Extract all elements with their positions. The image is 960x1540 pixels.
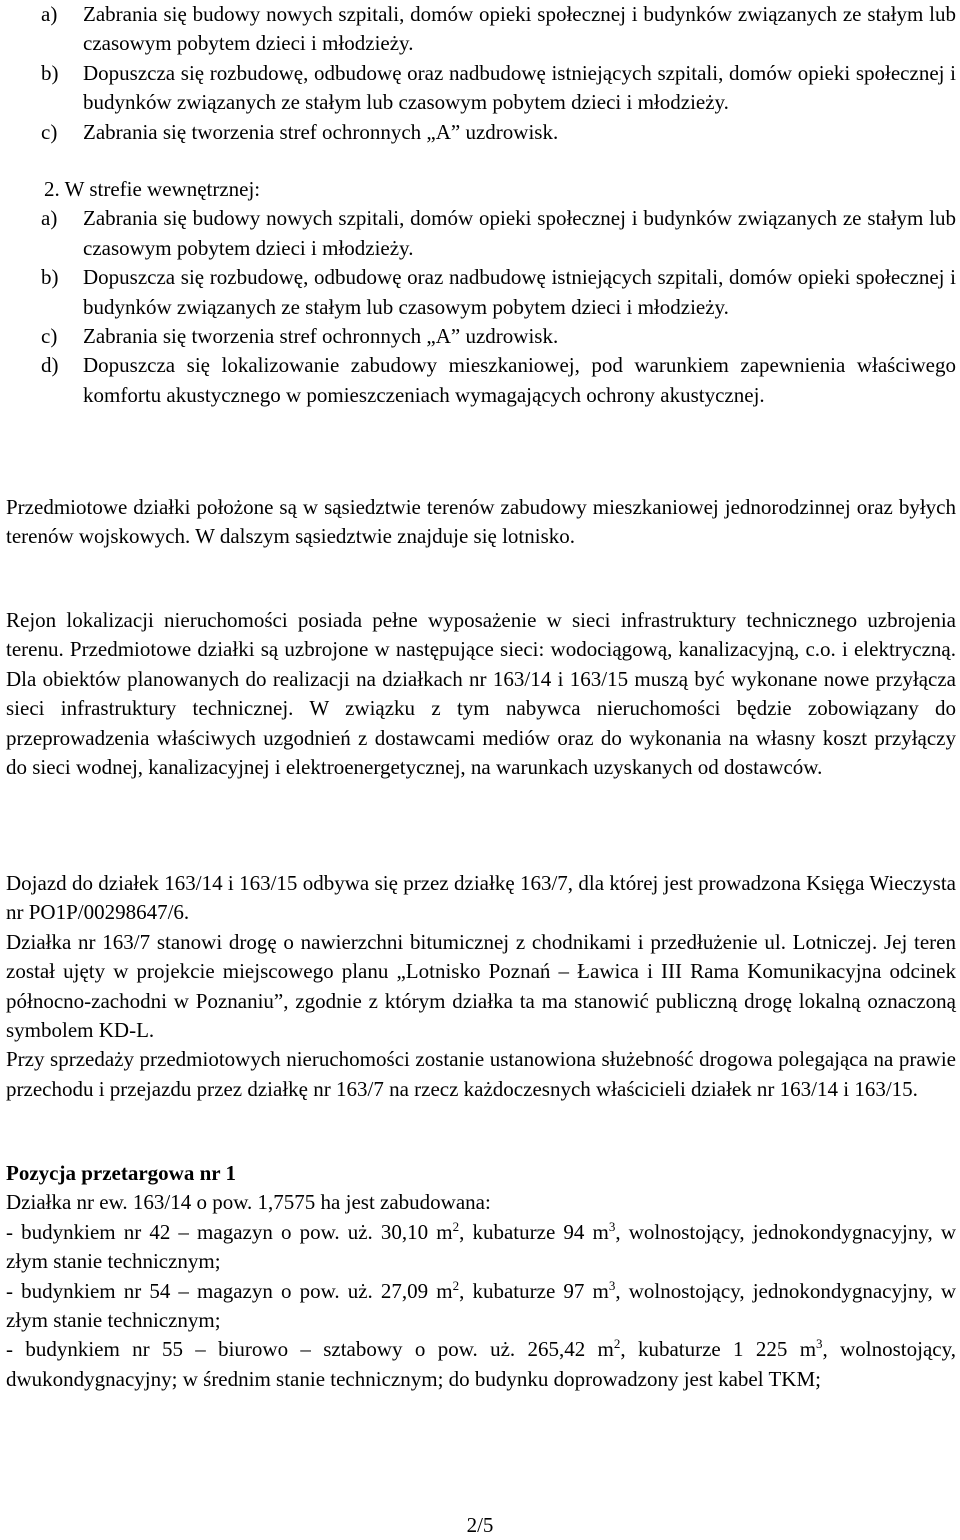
zone-outer-list bbox=[6, 0, 956, 147]
list-item bbox=[6, 263, 956, 322]
area-unit-sup: 2 bbox=[452, 1218, 460, 1234]
section-number: 2. bbox=[44, 177, 60, 201]
item-text: Zabrania się budowy nowych szpitali, domów opieki społecznej i budynków związanych ze stałym lub czasowym pobytem dzieci i młodzieży. bbox=[83, 206, 956, 260]
item-text: Zabrania się budowy nowych szpitali, domów opieki społecznej i budynków związanych ze stałym lub czasowym pobytem dzieci i młodzieży. bbox=[83, 2, 956, 56]
access-section bbox=[6, 869, 956, 1104]
building-post: , wolnostojący, jednokondygnacyjny, w złym stanie technicznym; bbox=[6, 1278, 956, 1333]
building-mid: , kubaturze 94 m bbox=[459, 1219, 609, 1244]
neighbourhood-paragraph: Przedmiotowe działki położone są w sąsiedztwie terenów zabudowy mieszkaniowej jednorodzinnej oraz byłych terenów wojskowych. W dalszym sąsiedztwie znajduje się lotnisko. bbox=[6, 495, 956, 549]
access-paragraph-2: Działka nr 163/7 stanowi drogę o nawierzchni bitumicznej z chodnikami i przedłużenie ul. Lotniczej. Jej teren został ujęty w projekcie miejscowego planu „Lotnisko Poznań – Ławica i III Rama Komunikacyjna odcinek północno-zachodni w Poznaniu”, zgodnie z którym działka ta ma stanowić publiczną drogę lokalną oznaczoną symbolem KD-L. bbox=[6, 929, 956, 1043]
area-unit-sup: 2 bbox=[452, 1277, 460, 1293]
list-item bbox=[6, 204, 956, 263]
position-intro: Działka nr ew. 163/14 o pow. 1,7575 ha jest zabudowana: bbox=[6, 1190, 491, 1215]
item-text: Zabrania się tworzenia stref ochronnych „A” uzdrowisk. bbox=[83, 119, 559, 144]
item-label: a) bbox=[41, 206, 58, 231]
building-item bbox=[6, 1218, 956, 1277]
item-label: b) bbox=[41, 265, 59, 290]
item-text: Zabrania się tworzenia stref ochronnych „A” uzdrowisk. bbox=[83, 324, 559, 349]
item-label: d) bbox=[41, 353, 59, 378]
infrastructure-paragraph: Rejon lokalizacji nieruchomości posiada pełne wyposażenie w sieci infrastruktury technicznego uzbrojenia terenu. Przedmiotowe działki są uzbrojone w następujące sieci: wodociągową, kanalizacyjną, c.o. i elektryczną. Dla obiektów planowanych do realizacji na działkach nr 163/14 i 163/15 muszą być wykonane nowe przyłącza sieci infrastruktury technicznej. W związku z tym nabywca nieruchomości będzie zobowiązany do przeprowadzenia właściwych uzgodnień z dostawcami mediów oraz do wykonania na własny koszt przyłączy do sieci wodnej, kanalizacyjnej i elektroenergetycznej, na warunkach uzyskanych od dostawców. bbox=[6, 608, 956, 780]
list-item bbox=[6, 351, 956, 410]
building-mid: , kubaturze 1 225 m bbox=[620, 1337, 817, 1362]
zone-inner-heading bbox=[6, 175, 956, 204]
item-label: c) bbox=[41, 119, 58, 144]
item-text: Dopuszcza się rozbudowę, odbudowę oraz nadbudowę istniejących szpitali, domów opieki społecznej i budynków związanych ze stałym lub czasowym pobytem dzieci i młodzieży. bbox=[83, 265, 956, 319]
item-label: c) bbox=[41, 324, 58, 349]
item-text: Dopuszcza się rozbudowę, odbudowę oraz nadbudowę istniejących szpitali, domów opieki społecznej i budynków związanych ze stałym lub czasowym pobytem dzieci i młodzieży. bbox=[83, 60, 956, 115]
building-item bbox=[6, 1335, 956, 1394]
building-pre: - budynkiem nr 42 – magazyn o pow. uż. 30,10 m bbox=[6, 1219, 453, 1244]
volume-unit-sup: 3 bbox=[816, 1336, 823, 1352]
building-post: , wolnostojący, jednokondygnacyjny, w złym stanie technicznym; bbox=[6, 1219, 956, 1274]
list-item bbox=[6, 0, 956, 59]
volume-unit-sup: 3 bbox=[608, 1277, 616, 1293]
item-label: a) bbox=[41, 2, 58, 26]
access-paragraph-3: Przy sprzedaży przedmiotowych nieruchomości zostanie ustanowiona służebność drogowa polegająca na prawie przechodu i przejazdu przez działkę nr 163/7 na rzecz każdoczesnych właścicieli działek nr 163/14 i 163/15. bbox=[6, 1047, 956, 1101]
volume-unit-sup: 3 bbox=[608, 1218, 616, 1234]
page-number: 2/5 bbox=[466, 1513, 494, 1537]
position-heading: Pozycja przetargowa nr 1 bbox=[6, 1161, 236, 1185]
infrastructure-section bbox=[6, 606, 956, 782]
section-heading: W strefie wewnętrznej: bbox=[64, 177, 261, 201]
list-item bbox=[6, 59, 956, 118]
building-pre: - budynkiem nr 55 – biurowo – sztabowy o pow. uż. 265,42 m bbox=[6, 1337, 614, 1362]
list-item bbox=[6, 118, 956, 147]
building-post: , wolnostojący, dwukondygnacyjny; w średnim stanie technicznym; do budynku doprowadzony jest kabel TKM; bbox=[6, 1337, 956, 1391]
position-1-section bbox=[6, 1159, 956, 1394]
area-unit-sup: 2 bbox=[613, 1336, 621, 1352]
neighbourhood-section bbox=[6, 493, 956, 552]
building-mid: , kubaturze 97 m bbox=[459, 1278, 609, 1303]
zone-inner-section bbox=[6, 175, 956, 410]
building-pre: - budynkiem nr 54 – magazyn o pow. uż. 27,09 m bbox=[6, 1278, 453, 1303]
building-item bbox=[6, 1277, 956, 1336]
access-paragraph-1: Dojazd do działek 163/14 i 163/15 odbywa się przez działkę 163/7, dla której jest prowadzona Księga Wieczysta nr PO1P/00298647/6. bbox=[6, 871, 956, 925]
list-item bbox=[6, 322, 956, 351]
item-text: Dopuszcza się lokalizowanie zabudowy mieszkaniowej, pod warunkiem zapewnienia właściwego komfortu akustycznego w pomieszczeniach wymagających ochrony akustycznej. bbox=[83, 353, 956, 407]
item-label: b) bbox=[41, 60, 59, 85]
